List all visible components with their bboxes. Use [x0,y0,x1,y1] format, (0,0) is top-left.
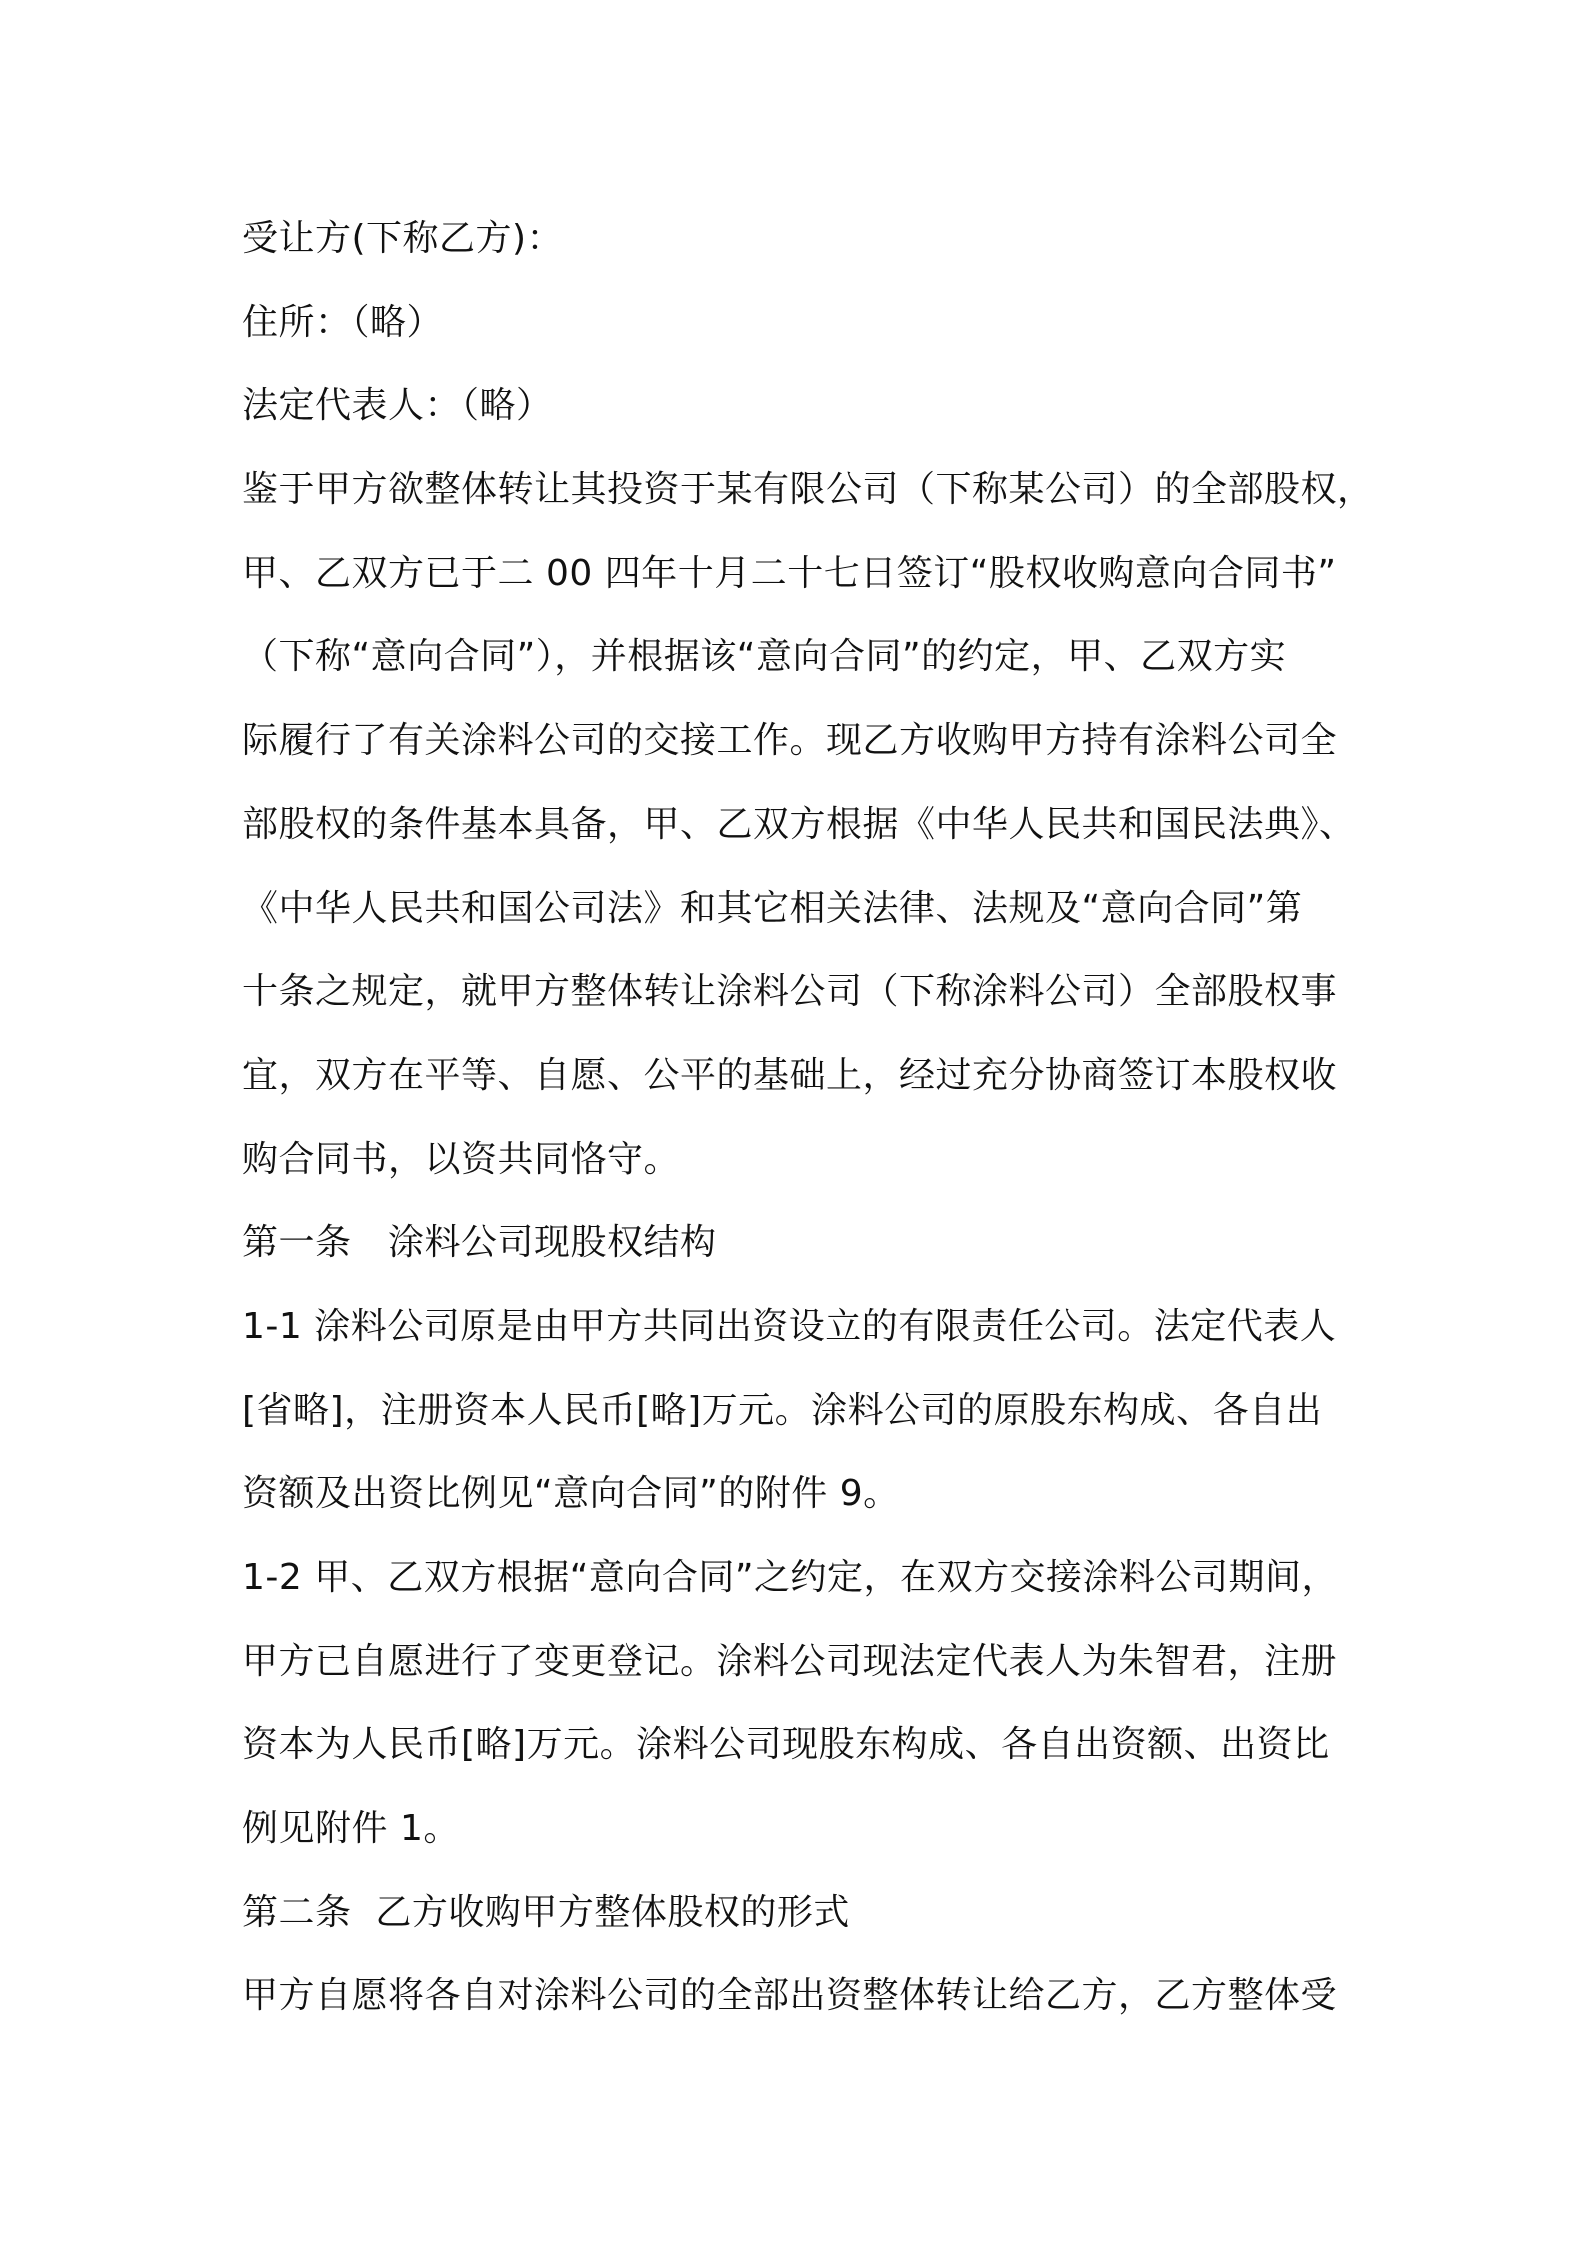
preamble-line: 购合同书，以资共同恪守。 [242,1138,681,1180]
clause-1-2-line: 1-2 甲、乙双方根据“意向合同”之约定，在双方交接涂料公司期间， [242,1557,1339,1598]
contract-text [242,197,1374,2038]
preamble-line: 宜，双方在平等、自愿、公平的基础上，经过充分协商签订本股权收 [242,1054,1338,1096]
legal-representative-line: 法定代表人：（略） [242,385,553,427]
clause-1-2-line: 资本为人民币[略]万元。涂料公司现股东构成、各自出资额、出资比 [242,1724,1330,1766]
preamble-line: 十条之规定，就甲方整体转让涂料公司（下称涂料公司）全部股权事 [242,971,1338,1013]
transferee-heading: 受让方(下称乙方)： [242,218,564,259]
preamble-line: 《中华人民共和国公司法》和其它相关法律、法规及“意向合同”第 [242,887,1303,929]
clause-1-1-line: 1-1 涂料公司原是由甲方共同出资设立的有限责任公司。法定代表人 [242,1305,1337,1347]
preamble-line: 际履行了有关涂料公司的交接工作。现乙方收购甲方持有涂料公司全 [242,720,1338,762]
clause-1-2-line: 甲方已自愿进行了变更登记。涂料公司现法定代表人为朱智君，注册 [242,1640,1338,1682]
article-2-body-line: 甲方自愿将各自对涂料公司的全部出资整体转让给乙方，乙方整体受 [242,1975,1338,2017]
article-1-heading: 第一条 涂料公司现股权结构 [242,1222,717,1264]
preamble-line: 部股权的条件基本具备，甲、乙双方根据《中华人民共和国民法典》、 [242,803,1356,845]
address-line: 住所：（略） [242,301,444,343]
clause-1-1-line: [省略]，注册资本人民币[略]万元。涂料公司的原股东构成、各自出 [242,1389,1323,1431]
preamble-line: 甲、乙双方已于二 00 四年十月二十七日签订“股权收购意向合同书” [242,552,1337,594]
clause-1-2-line: 例见附件 1。 [242,1808,460,1850]
clause-1-1-line: 资额及出资比例见“意向合同”的附件 9。 [242,1473,900,1515]
preamble-line: （下称“意向合同”），并根据该“意向合同”的约定，甲、乙双方实 [242,636,1287,678]
article-2-heading: 第二条 乙方收购甲方整体股权的形式 [242,1891,850,1933]
preamble-line: 鉴于甲方欲整体转让其投资于某有限公司（下称某公司）的全部股权， [242,469,1374,511]
